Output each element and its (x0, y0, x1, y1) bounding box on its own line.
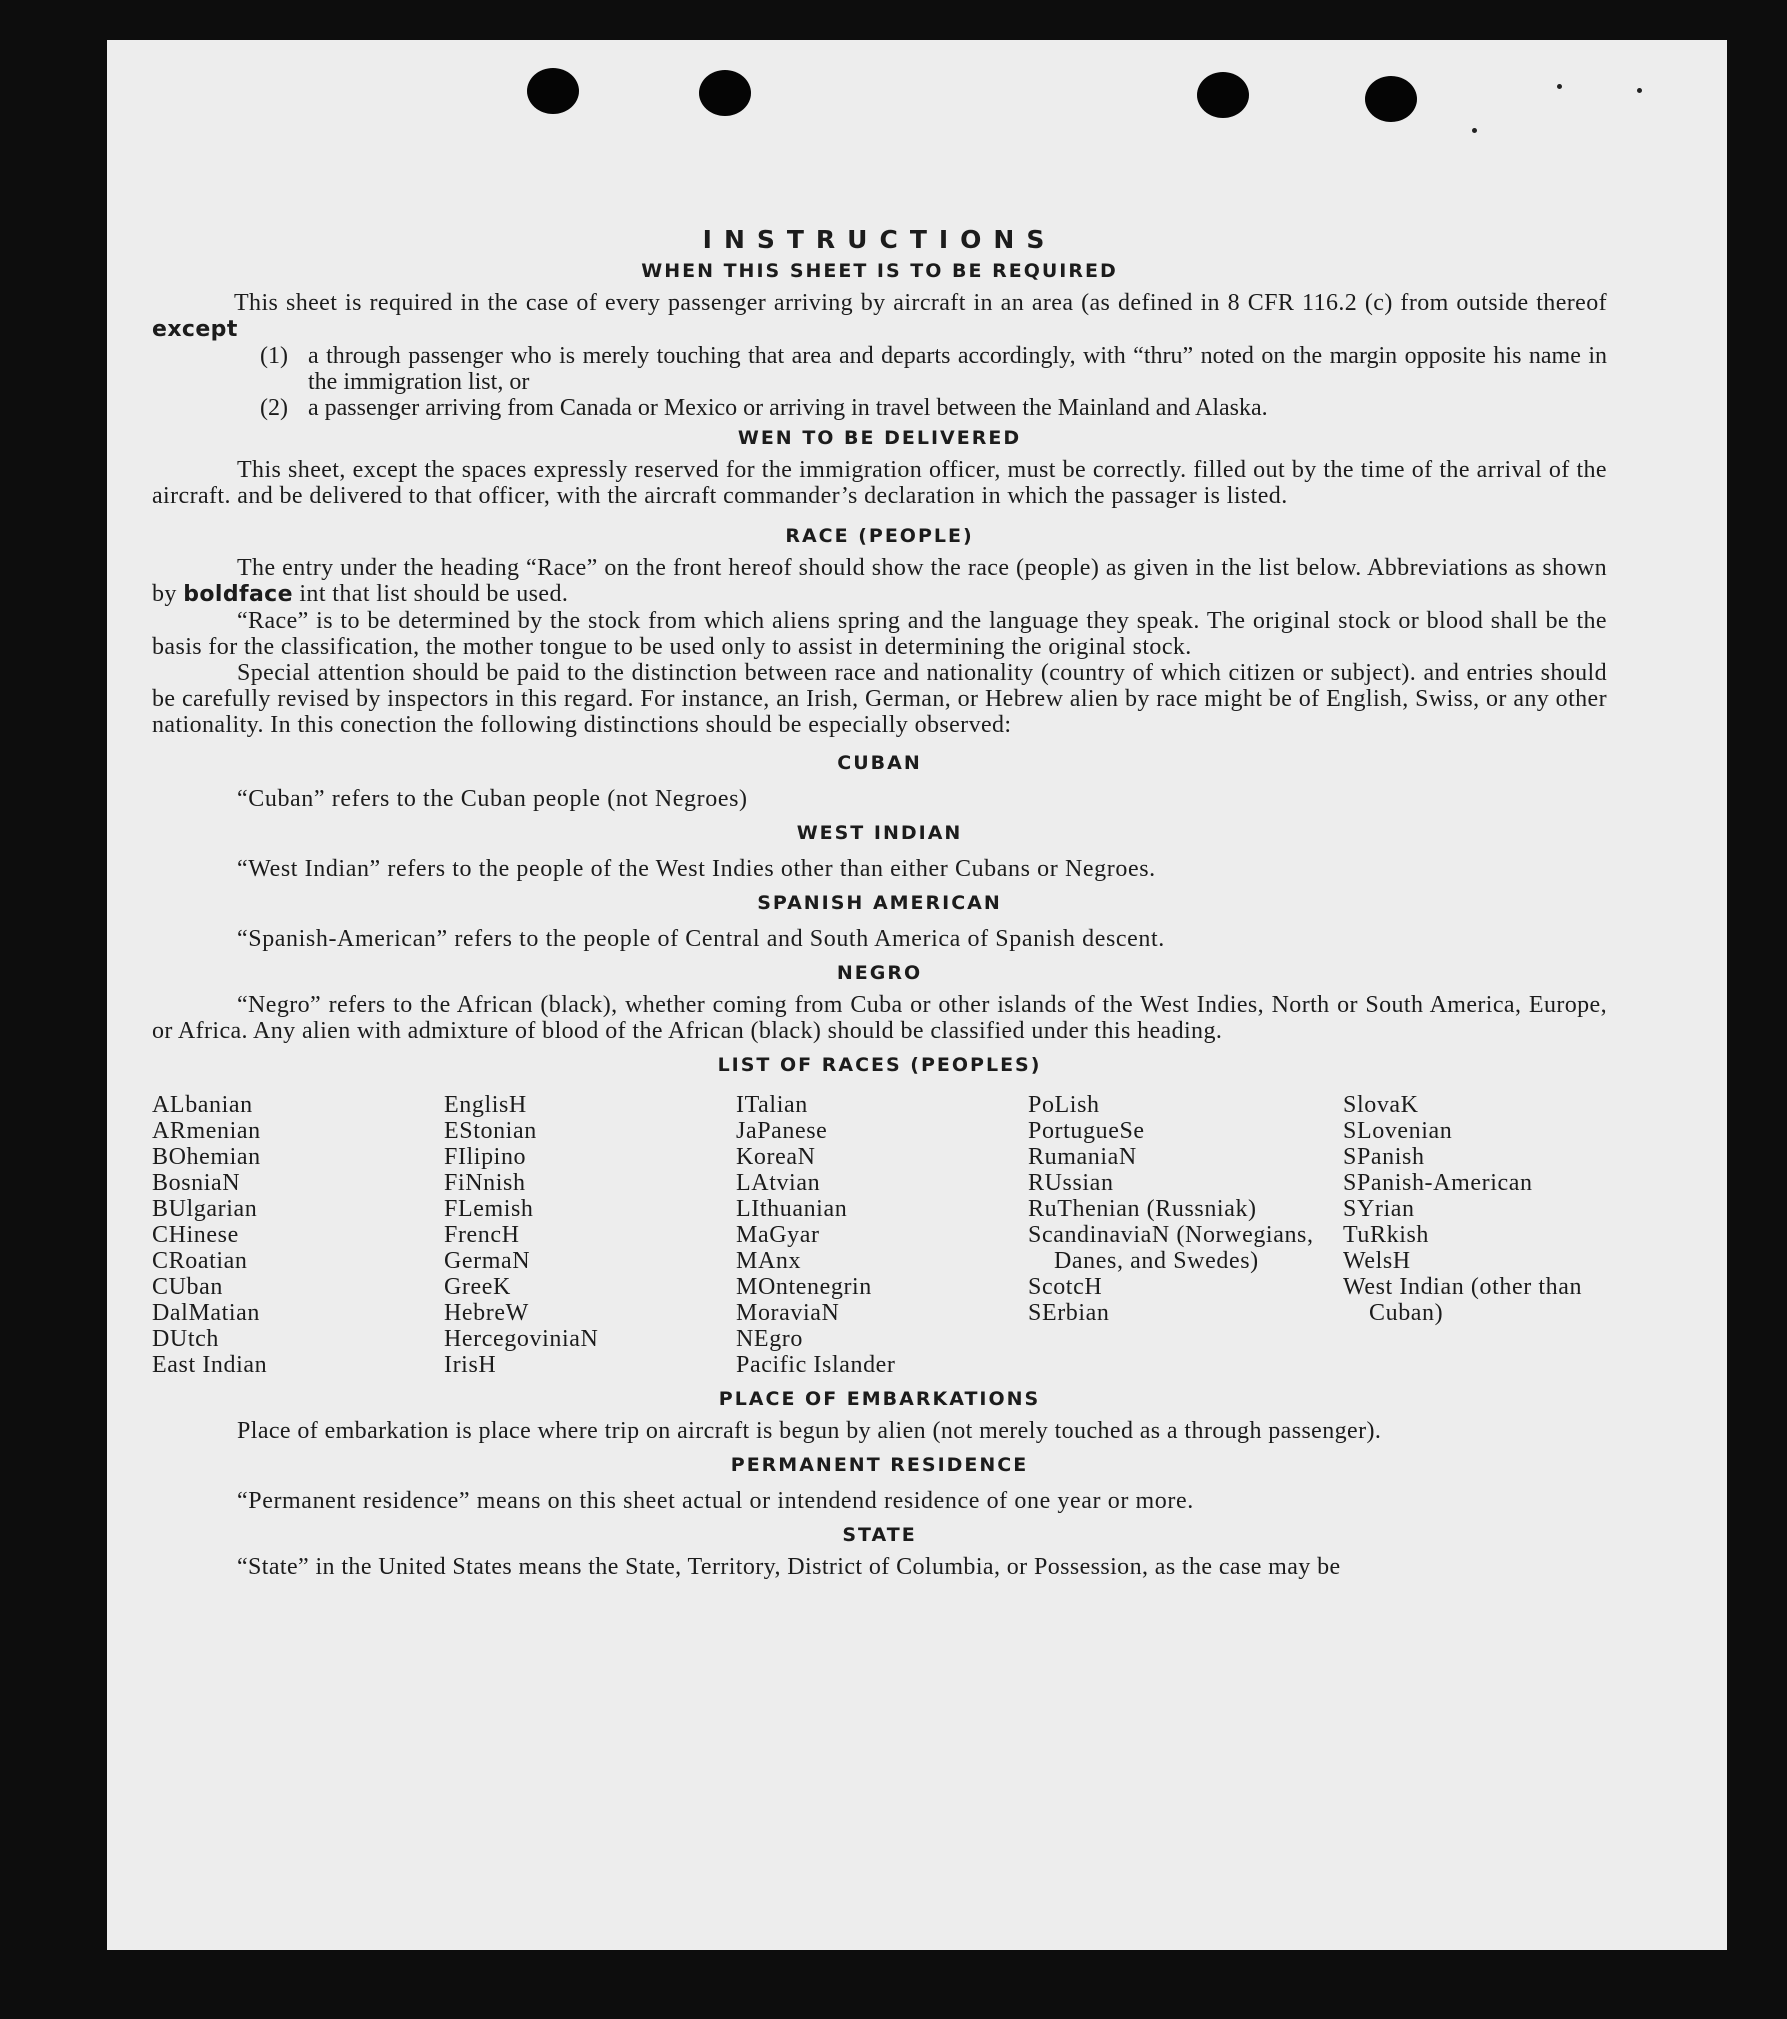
race-entry: MOntenegrin (736, 1274, 872, 1300)
when-required-intro: This sheet is required in the case of every passenger arriving by aircraft in an area (as defined in 8 CFR 116.2 (c) from outside thereof except (152, 290, 1607, 342)
race-entry: RUssian (1028, 1170, 1114, 1196)
heading-west-indian: WEST INDIAN (796, 822, 963, 844)
race-entry: LAtvian (736, 1170, 821, 1196)
race-entry: EStonian (444, 1118, 537, 1144)
race-entry: DUtch (152, 1326, 219, 1352)
race-entry: MaGyar (736, 1222, 820, 1248)
race-entry: WelsH (1343, 1248, 1411, 1274)
heading-embarkation: PLACE OF EMBARKATIONS (718, 1388, 1041, 1410)
race-entry: CRoatian (152, 1248, 248, 1274)
race-entry: BUlgarian (152, 1196, 258, 1222)
list-item: (1) a through passenger who is merely touching that area and departs accordingly, with “thru” noted on the margin opposite his name in the immigration list, or (260, 343, 1607, 395)
race-entry: NEgro (736, 1326, 803, 1352)
race-entry: GreeK (444, 1274, 511, 1300)
race-paragraph: “Race” is to be determined by the stock from which aliens spring and the language they speak. The original stock or blood shall be the basis for the classification, the mother tongue to be used only to assist in determining the original stock. (152, 608, 1607, 660)
race-entry: FrencH (444, 1222, 520, 1248)
races-list (152, 1092, 1607, 1378)
race-paragraph: The entry under the heading “Race” on the front hereof should show the race (people) as given in the list below. Abbreviations as shown by boldface int that list should be used. (152, 555, 1607, 607)
heading-race: RACE (PEOPLE) (785, 525, 974, 547)
race-entry: LIthuanian (736, 1196, 848, 1222)
race-entry: JaPanese (736, 1118, 828, 1144)
west-indian-text: “West Indian” refers to the people of the West Indies other than either Cubans or Negroes. (237, 856, 1156, 882)
race-entry: ARmenian (152, 1118, 261, 1144)
race-entry: GermaN (444, 1248, 531, 1274)
races-column (152, 1092, 444, 1378)
race-entry: CUban (152, 1274, 223, 1300)
race-entry: FLemish (444, 1196, 534, 1222)
race-entry: FIlipino (444, 1144, 527, 1170)
speck (1637, 88, 1642, 93)
list-item: (2) a passenger arriving from Canada or Mexico or arriving in travel between the Mainland and Alaska. (260, 395, 1268, 421)
speck (1557, 84, 1562, 89)
race-entry: BOhemian (152, 1144, 261, 1170)
punch-hole (699, 70, 751, 116)
races-column (736, 1092, 1028, 1378)
heading-negro: NEGRO (836, 962, 923, 984)
race-entry: DalMatian (152, 1300, 261, 1326)
heading-permanent-residence: PERMANENT RESIDENCE (730, 1454, 1029, 1476)
race-entry: HercegoviniaN (444, 1326, 599, 1352)
race-entry: RumaniaN (1028, 1144, 1137, 1170)
race-entry: ScotcH (1028, 1274, 1103, 1300)
punch-hole (1197, 72, 1249, 118)
race-entry: HebreW (444, 1300, 529, 1326)
punch-hole (1365, 76, 1417, 122)
race-entry: SYrian (1343, 1196, 1415, 1222)
races-column (444, 1092, 736, 1378)
race-entry: MAnx (736, 1248, 802, 1274)
speck (1472, 128, 1477, 133)
race-entry: Pacific Islander (736, 1352, 896, 1378)
race-entry: West Indian (other than Cuban) (1343, 1274, 1583, 1326)
race-entry: SPanish (1343, 1144, 1425, 1170)
race-entry: BosniaN (152, 1170, 241, 1196)
embarkation-text: Place of embarkation is place where trip on aircraft is begun by alien (not merely touched as a through passenger). (237, 1418, 1382, 1444)
race-entry: CHinese (152, 1222, 239, 1248)
spanish-american-text: “Spanish-American” refers to the people of Central and South America of Spanish descent. (237, 926, 1165, 952)
heading-cuban: CUBAN (837, 752, 922, 774)
document-sheet (107, 40, 1727, 1950)
cuban-text: “Cuban” refers to the Cuban people (not Negroes) (237, 786, 748, 812)
heading-spanish-american: SPANISH AMERICAN (757, 892, 1002, 914)
heading-state: STATE (842, 1524, 917, 1546)
race-entry: MoraviaN (736, 1300, 840, 1326)
race-entry: FiNnish (444, 1170, 526, 1196)
race-entry: ITalian (736, 1092, 808, 1118)
document-title: INSTRUCTIONS (702, 225, 1057, 254)
race-entry: TuRkish (1343, 1222, 1430, 1248)
race-entry: SPanish-American (1343, 1170, 1533, 1196)
race-entry: PoLish (1028, 1092, 1100, 1118)
race-entry: ScandinaviaN (Norwegians, Danes, and Swedes) (1028, 1222, 1314, 1274)
when-delivered-text: This sheet, except the spaces expressly reserved for the immigration officer, must be correctly. filled out by the time of the arrival of the aircraft. and be delivered to that officer, with the aircraft commander’s declaration in which the passager is listed. (152, 457, 1607, 509)
race-entry: SLovenian (1343, 1118, 1453, 1144)
races-column (1028, 1092, 1343, 1378)
races-column (1343, 1092, 1603, 1378)
race-entry: SlovaK (1343, 1092, 1419, 1118)
negro-text: “Negro” refers to the African (black), whether coming from Cuba or other islands of the West Indies, North or South America, Europe, or Africa. Any alien with admixture of blood of the African (black) should be classified under this heading. (152, 992, 1607, 1044)
heading-when-delivered: WEN TO BE DELIVERED (737, 427, 1022, 449)
race-entry: PortugueSe (1028, 1118, 1145, 1144)
race-entry: RuThenian (Russniak) (1028, 1196, 1257, 1222)
permanent-residence-text: “Permanent residence” means on this sheet actual or intendend residence of one year or more. (237, 1488, 1194, 1514)
race-entry: KoreaN (736, 1144, 816, 1170)
heading-when-required: WHEN THIS SHEET IS TO BE REQUIRED (641, 260, 1118, 282)
race-entry: ALbanian (152, 1092, 253, 1118)
state-text: “State” in the United States means the State, Territory, District of Columbia, or Possession, as the case may be (237, 1554, 1341, 1580)
punch-hole (527, 68, 579, 114)
heading-list-of-races: LIST OF RACES (PEOPLES) (717, 1054, 1042, 1076)
race-entry: East Indian (152, 1352, 268, 1378)
race-entry: IrisH (444, 1352, 497, 1378)
race-paragraph: Special attention should be paid to the distinction between race and nationality (country of which citizen or subject). and entries should be carefully revised by inspectors in this regard. For instance, an Irish, German, or Hebrew alien by race might be of English, Swiss, or any other nationality. In this conection the following distinctions should be especially observed: (152, 660, 1607, 738)
race-entry: EnglisH (444, 1092, 527, 1118)
race-entry: SErbian (1028, 1300, 1110, 1326)
